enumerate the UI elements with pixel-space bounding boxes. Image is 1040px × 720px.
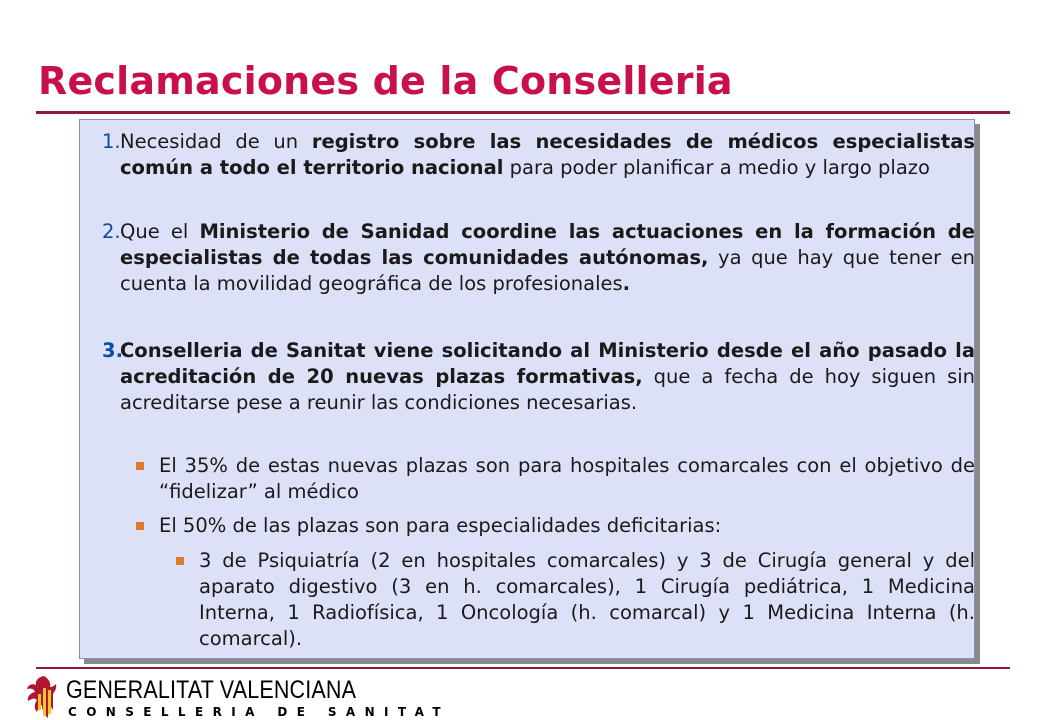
generalitat-bat-logo-icon (24, 674, 60, 720)
list-item-number: 3. (102, 339, 123, 362)
list-item-text: Conselleria de Sanitat viene solicitando al Ministerio desde el año pasado la acreditación de 20 nuevas plazas formativas, que a fecha de hoy siguen sin acreditarse pese a reunir las condiciones necesarias. (120, 339, 976, 414)
title-divider (36, 111, 1010, 114)
sub-list-item: El 50% de las plazas son para especialidades deficitarias: (159, 514, 722, 537)
list-item-text: Necesidad de un registro sobre las necesidades de médicos especialistas común a todo el territorio nacional para poder planificar a medio y largo plazo (120, 130, 975, 179)
slide-title: Reclamaciones de la Conselleria (38, 59, 733, 103)
square-bullet-icon (176, 557, 184, 565)
square-bullet-icon (136, 522, 144, 530)
footer-divider (36, 667, 1010, 669)
org-name-line-2: CONSELLERIA DE SANITAT (68, 705, 450, 719)
list-item-3 (102, 338, 975, 416)
list-item-number: 2. (102, 220, 121, 243)
sub-list-item: El 35% de estas nuevas plazas son para hospitales comarcales con el objetivo de “fidelizar” al médico (159, 454, 975, 503)
list-item-text: Que el Ministerio de Sanidad coordine las actuaciones en la formación de especialistas de todas las comunidades autónomas, ya que hay que tener en cuenta la movilidad geográfica de los profesionales. (120, 220, 975, 295)
content-panel (79, 119, 975, 659)
list-item-2 (102, 219, 975, 297)
org-name-line-1: GENERALITAT VALENCIANA (66, 676, 357, 704)
square-bullet-icon (136, 462, 144, 470)
sub-sub-list-item: 3 de Psiquiatría (2 en hospitales comarcales) y 3 de Cirugía general y del aparato digestivo (3 en h. comarcales), 1 Cirugía pediátrica, 1 Medicina Interna, 1 Radiofísica, 1 Oncología (h. comarcal) y 1 Medicina Interna (h. comarcal). (199, 549, 975, 650)
list-item-number: 1. (102, 130, 121, 153)
list-item-1 (102, 129, 975, 181)
